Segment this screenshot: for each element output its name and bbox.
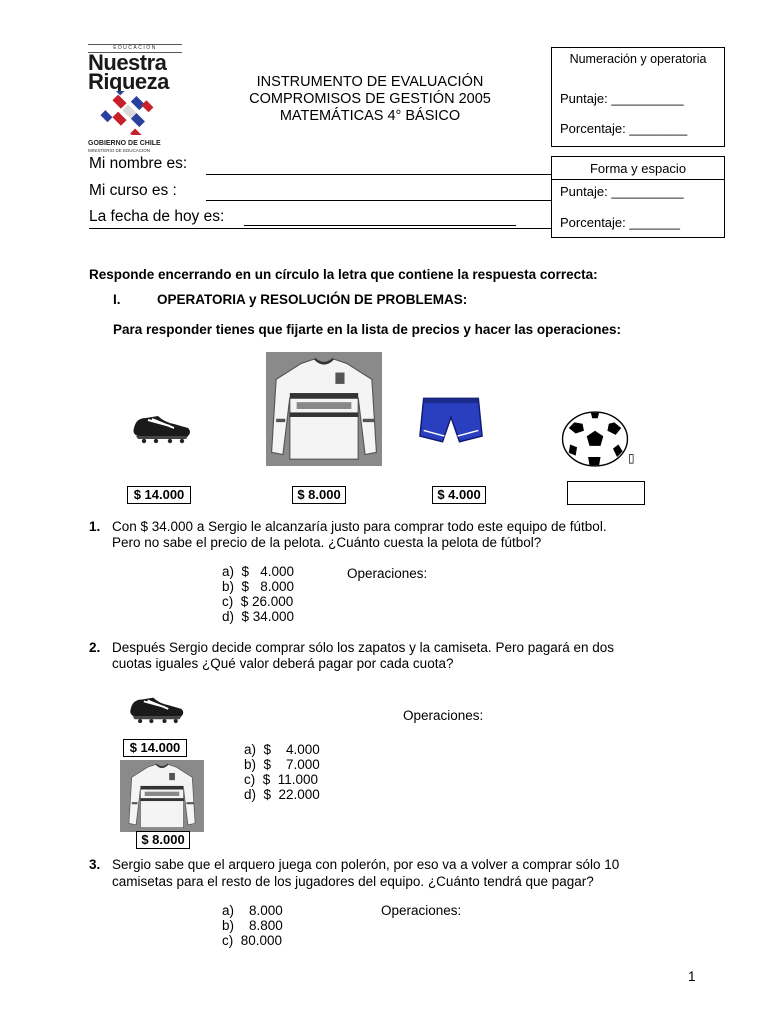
score-box-numeracion <box>551 47 725 147</box>
q1-text-line2: Pero no sabe el precio de la pelota. ¿Cuánto cuesta la pelota de fútbol? <box>112 535 542 550</box>
score-box-title: Numeración y operatoria <box>569 52 707 66</box>
price-shorts: $ 4.000 <box>432 486 486 504</box>
price-intro: Para responder tienes que fijarte en la lista de precios y hacer las operaciones: <box>113 322 621 337</box>
instructions: Responde encerrando en un círculo la letra que contiene la respuesta correcta: <box>89 267 598 282</box>
q3-options <box>222 903 283 948</box>
document-title <box>200 74 540 125</box>
box-divider <box>552 179 724 180</box>
course-input-line[interactable] <box>206 200 551 201</box>
q2-options <box>244 742 320 802</box>
q1-option-d[interactable]: d) $ 34.000 <box>222 609 295 624</box>
shorts-icon <box>418 392 484 450</box>
q3-option-b[interactable]: b) 8.800 <box>222 918 283 933</box>
logo-name-line1: Nuestra <box>88 50 167 75</box>
title-line2: COMPROMISOS DE GESTIÓN 2005 <box>249 91 491 107</box>
q2-text-line1: Después Sergio decide comprar sólo los zapatos y la camiseta. Pero pagará en dos <box>112 640 615 655</box>
q3-option-a[interactable]: a) 8.000 <box>222 903 283 918</box>
q2-option-d[interactable]: d) $ 22.000 <box>244 787 320 802</box>
q2-text-line2: cuotas iguales ¿Qué valor deberá pagar por cada cuota? <box>112 656 454 671</box>
q1-option-b[interactable]: b) $ 8.000 <box>222 579 295 594</box>
ministry-logo <box>88 44 182 156</box>
date-label: La fecha de hoy es: <box>89 208 225 225</box>
shirt-photo <box>266 352 382 466</box>
title-line1: INSTRUMENTO DE EVALUACIÓN <box>256 74 484 90</box>
logo-top-text: EDUCACION <box>88 44 182 53</box>
q2-operations-label: Operaciones: <box>403 708 484 723</box>
q3-text-line1: Sergio sabe que el arquero juega con polerón, por eso va a volver a comprar sólo 10 <box>112 857 620 872</box>
logo-name-line2: Riqueza <box>88 69 169 94</box>
puntaje-field[interactable]: Puntaje: __________ <box>560 91 684 106</box>
score-box-title: Forma y espacio <box>589 161 687 176</box>
price-shirt: $ 8.000 <box>292 486 346 504</box>
q3-option-c[interactable]: c) 80.000 <box>222 933 283 948</box>
header-separator <box>89 228 551 229</box>
q1-option-a[interactable]: a) $ 4.000 <box>222 564 295 579</box>
course-label: Mi curso es : <box>89 182 177 199</box>
soccer-shoes-icon <box>130 404 194 448</box>
section-number: I. <box>113 292 121 307</box>
q2-price-shoes: $ 14.000 <box>123 739 187 757</box>
q2-soccer-shoes-icon <box>127 686 187 728</box>
page-number: 1 <box>688 969 696 984</box>
logo-emblem-icon <box>88 91 168 135</box>
porcentaje-field[interactable]: Porcentaje: ________ <box>560 121 688 136</box>
q3-operations-label: Operaciones: <box>381 903 462 918</box>
name-label: Mi nombre es: <box>89 155 188 172</box>
logo-government: GOBIERNO DE CHILE <box>88 140 161 147</box>
puntaje-field[interactable]: Puntaje: __________ <box>560 184 684 199</box>
porcentaje-field[interactable]: Porcentaje: _______ <box>560 215 680 230</box>
soccer-ball-icon <box>560 410 630 468</box>
shirt-icon <box>266 352 382 466</box>
q2-price-shirt: $ 8.000 <box>136 831 190 849</box>
q3-text-line2: camisetas para el resto de los jugadores del equipo. ¿Cuánto tendrá que pagar? <box>112 874 594 889</box>
name-input-line[interactable] <box>206 174 551 175</box>
q2-option-c[interactable]: c) $ 11.000 <box>244 772 319 787</box>
logo-ministry: MINISTERIO DE EDUCACION <box>88 148 151 153</box>
q1-number: 1. <box>89 519 101 534</box>
title-line3: MATEMÁTICAS 4° BÁSICO <box>279 108 461 124</box>
q1-options <box>222 564 294 624</box>
section-title: OPERATORIA y RESOLUCIÓN DE PROBLEMAS: <box>157 292 468 307</box>
price-ball-blank[interactable] <box>567 481 645 505</box>
q2-option-b[interactable]: b) $ 7.000 <box>244 757 320 772</box>
q2-shirt-icon <box>120 760 204 832</box>
q2-shirt-photo <box>120 760 204 832</box>
q1-operations-label: Operaciones: <box>347 566 428 581</box>
q1-option-c[interactable]: c) $ 26.000 <box>222 594 294 609</box>
price-shoes: $ 14.000 <box>127 486 191 504</box>
q2-option-a[interactable]: a) $ 4.000 <box>244 742 320 757</box>
q3-number: 3. <box>89 857 101 872</box>
small-box-mark: ▯ <box>628 451 635 465</box>
score-box-forma <box>551 156 725 238</box>
q1-text-line1: Con $ 34.000 a Sergio le alcanzaría justo para comprar todo este equipo de fútbol. <box>112 519 607 534</box>
q2-number: 2. <box>89 640 101 655</box>
date-input-line[interactable] <box>244 225 516 226</box>
